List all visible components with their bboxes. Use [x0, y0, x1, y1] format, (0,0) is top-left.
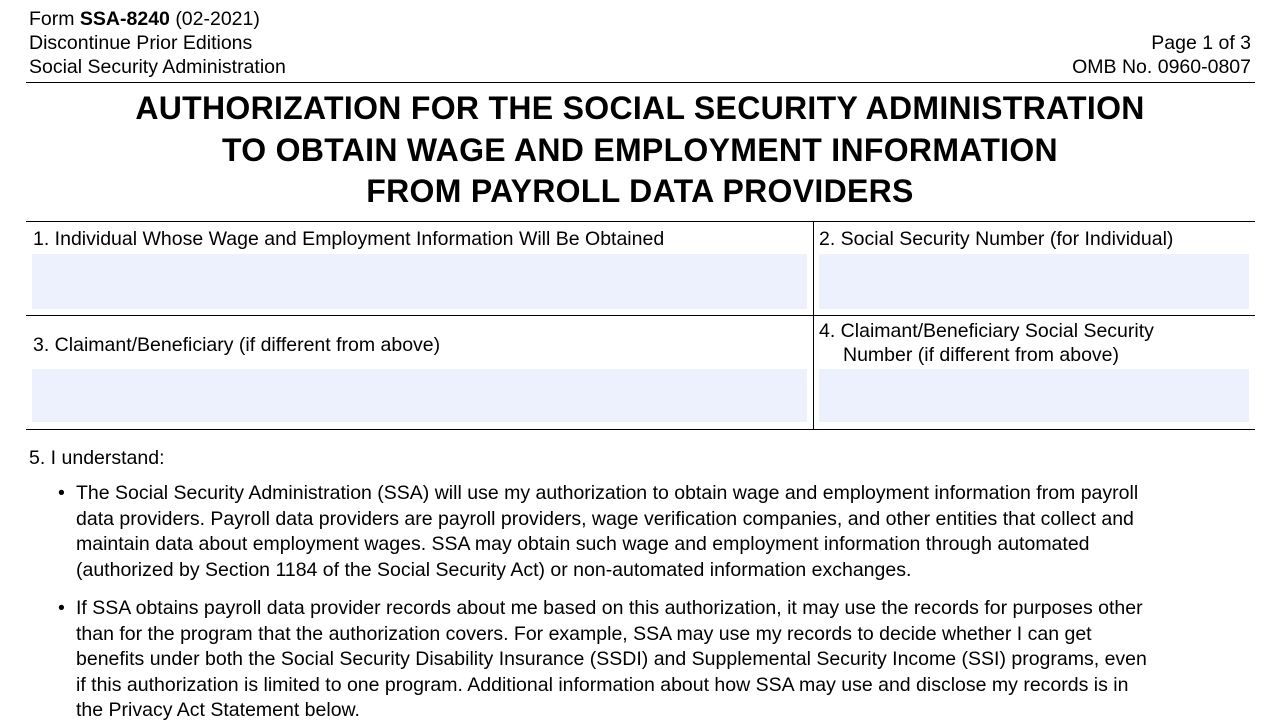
bullet-marker: •: [58, 597, 65, 619]
bullet-1-line-1: The Social Security Administration (SSA) will use my authorization to obtain wage and employment information from payroll: [76, 482, 1139, 504]
form-header-right: [1072, 31, 1251, 79]
bullet-1-line-3: maintain data about employment wages. SSA may obtain such wage and employment information through automated: [76, 533, 1090, 555]
form-header-left: [29, 7, 286, 79]
title-line-3: FROM PAYROLL DATA PROVIDERS: [366, 173, 914, 209]
title-line-2: TO OBTAIN WAGE AND EMPLOYMENT INFORMATION: [222, 131, 1058, 168]
bullet-2-line-4: if this authorization is limited to one program. Additional information about how SSA may use and disclose my records is in: [76, 673, 1129, 696]
form-title: [0, 88, 1280, 213]
field-3-label: 3. Claimant/Beneficiary (if different from above): [33, 334, 441, 356]
field-grid: [26, 221, 1255, 430]
form-prefix: Form: [29, 8, 75, 30]
grid-rule-vertical: [813, 221, 814, 430]
bullet-2-line-5: the Privacy Act Statement below.: [76, 699, 360, 721]
bullet-2-line-2: than for the program that the authorization covers. For example, SSA may use my records to decide whether I can get: [76, 622, 1092, 645]
section-5-heading: 5. I understand:: [29, 447, 165, 469]
page-number: Page 1 of 3: [1151, 32, 1251, 54]
bullet-2-line-3: benefits under both the Social Security Disability Insurance (SSDI) and Supplemental Security Income (SSI) programs, even: [76, 648, 1147, 670]
claimant-name-input[interactable]: [32, 369, 807, 422]
title-line-1: AUTHORIZATION FOR THE SOCIAL SECURITY ADMINISTRATION: [135, 90, 1145, 126]
field-2-label: 2. Social Security Number (for Individual): [819, 228, 1174, 250]
form-number: SSA-8240: [79, 8, 170, 30]
agency-name: Social Security Administration: [29, 56, 286, 78]
bullet-marker: •: [58, 482, 65, 504]
field-4-label: [819, 319, 1154, 367]
bullet-2-line-1: If SSA obtains payroll data provider records about me based on this authorization, it may use the records for purposes other: [76, 597, 1143, 619]
form-date: (02-2021): [175, 8, 260, 30]
bullet-1-line-2: data providers. Payroll data providers are payroll providers, wage verification companies, and other entities that collect and: [76, 507, 1134, 530]
omb-number: OMB No. 0960-0807: [1072, 56, 1251, 78]
field-1-label: 1. Individual Whose Wage and Employment Information Will Be Obtained: [33, 228, 665, 250]
grid-rule-top: [26, 221, 1255, 222]
bullet-1-text: [76, 481, 1248, 583]
individual-name-input[interactable]: [32, 254, 807, 309]
claimant-ssn-input[interactable]: [819, 369, 1249, 422]
form-editions-note: Discontinue Prior Editions: [29, 32, 253, 54]
grid-rule-middle: [26, 315, 1255, 316]
individual-ssn-input[interactable]: [819, 254, 1249, 309]
bullet-1-line-4: (authorized by Section 1184 of the Social Security Act) or non-automated information exchanges.: [76, 558, 912, 581]
grid-rule-bottom: [26, 429, 1255, 430]
field-4-label-line-1: 4. Claimant/Beneficiary Social Security: [819, 320, 1154, 342]
bullet-2-text: [76, 596, 1248, 724]
header-rule: [26, 82, 1255, 83]
form-id-line: [29, 7, 286, 31]
field-4-label-line-2: Number (if different from above): [843, 344, 1119, 366]
